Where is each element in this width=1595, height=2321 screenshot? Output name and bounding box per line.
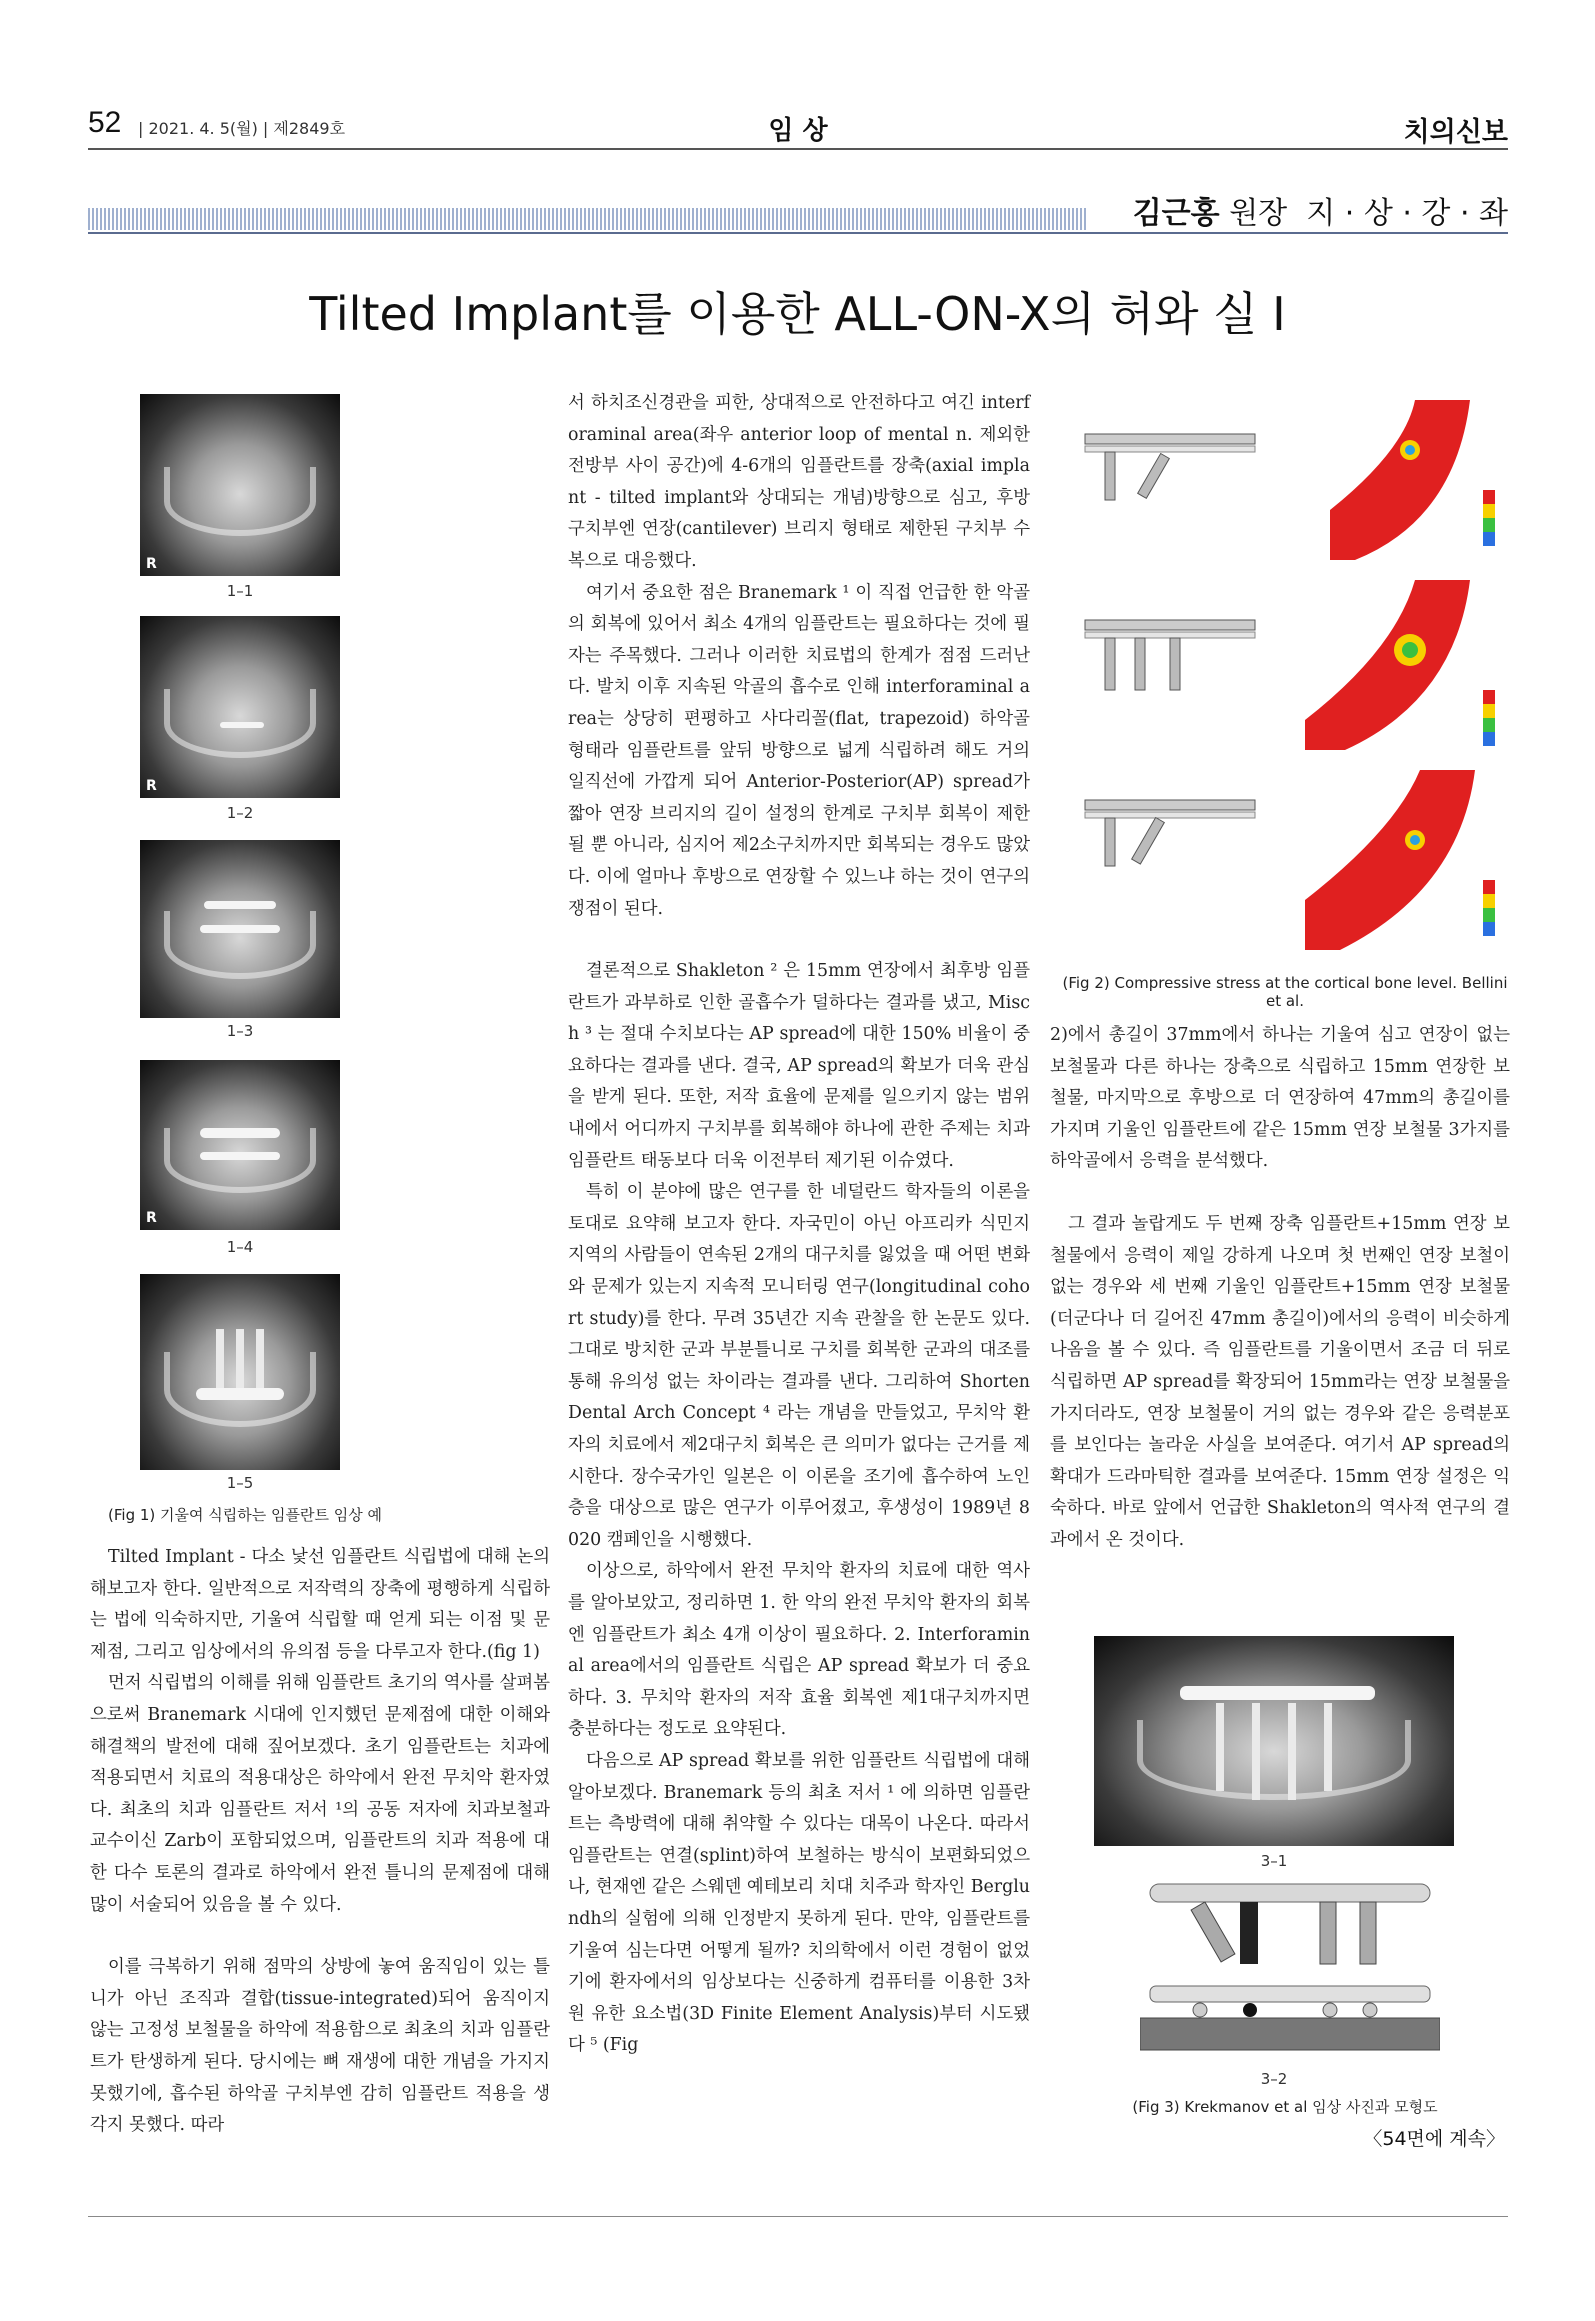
xray-image-1-1 — [140, 394, 340, 576]
r-marker: R — [146, 1210, 157, 1226]
xray-image-3-1 — [1094, 1636, 1454, 1846]
paragraph: 여기서 중요한 점은 Branemark ¹ 이 직접 언급한 한 악골의 회복에 있어서 최소 4개의 임플란트는 필요하다는 것에 필자는 주목했다. 그러나 이러한 치료법의 한계가 점점 드러난다. 발치 이후 지속된 악골의 흡수로 인해 interforaminal area는 상당히 편평하고 사다리꼴(flat, trapezoid) 하악골 형태라 임플란트를 앞뒤 방향으로 넓게 식립하려 해도 거의 일직선에 가깝게 되어 Anterior-Posterior(AP) spread가 짧아 연장 브리지의 길이 설정의 한계로 구치부 회복이 제한될 뿐 아니라, 심지어 제2소구치까지만 회복되는 경우도 많았다. 이에 얼마나 후방으로 연장할 수 있느냐 하는 것이 연구의 쟁점이 된다. — [568, 582, 1030, 919]
fig3-caption-visible: (Fig 3) Krekmanov et al 임상 사진과 모형도 — [1132, 2098, 1438, 2116]
paragraph: 다음으로 AP spread 확보를 위한 임플란트 식립법에 대해 알아보겠다. Branemark 등의 최초 저서 ¹ 에 의하면 임플란트는 측방력에 대해 취약할 수 있다는 대목이 나온다. 따라서 임플란트는 연결(splint)하여 보철하는 방식이 보편화되었으나, 현재엔 같은 스웨덴 예테보리 치대 치주과 학자인 Berglundh의 실험에 의해 인정받지 못하게 된다. 만약, 임플란트를 기울여 심는다면 어떻게 될까? 치의학에서 이런 경험이 없었기에 환자에서의 임상보다는 신중하게 컴퓨터를 이용한 3차원 유한 요소법(3D Finite Element Analysis)부터 시도됐다 ⁵ (Fig — [568, 1750, 1030, 2056]
fig-label-3-2: 3–2 — [1260, 2070, 1288, 2088]
page-number: 52 — [88, 106, 122, 139]
body-column-2 — [568, 388, 1030, 2062]
paragraph: 2)에서 총길이 37mm에서 하나는 기울여 심고 연장이 없는 보철물과 다른 하나는 장축으로 식립하고 15mm 연장한 보철물, 마지막으로 후방으로 더 연장하여 47mm의 총길이를 가지며 기울인 임플란트에 같은 15mm 연장 보철물 3가지를 하악골에서 응력을 분석했다. — [1050, 1025, 1510, 1172]
header-divider — [88, 148, 1508, 150]
section-name: 임 상 — [768, 116, 828, 146]
xray-image-1-2 — [140, 616, 340, 798]
r-marker: R — [146, 556, 157, 572]
paragraph: 서 하치조신경관을 피한, 상대적으로 안전하다고 여긴 interforaminal area(좌우 anterior loop of mental n. 제외한 전방부 사이 공간)에 4-6개의 임플란트를 장축(axial implant - tilted implant와 상대되는 개념)방향으로 심고, 후방 구치부엔 연장(cantilever) 브리지 형태로 제한된 구치부 수복으로 대응했다. — [568, 393, 1030, 571]
body-column-1 — [90, 1542, 550, 2142]
page-header — [88, 106, 1508, 148]
fea-row-1 — [1085, 400, 1495, 560]
paragraph: 먼저 식립법의 이해를 위해 임플란트 초기의 역사를 살펴봄으로써 Branemark 시대에 인지했던 문제점에 대한 이해와 해결책의 발전에 대해 짚어보겠다. 초기 임플란트는 치과에 적용되면서 치료의 적용대상은 하악에서 완전 무치악 환자였다. 최초의 치과 임플란트 저서 ¹의 공동 저자에 치과보철과 교수이신 Zarb이 포함되었으며, 임플란트의 치과 적용에 대한 다수 토론의 결과로 하악에서 완전 틀니의 문제점에 대해 많이 서술되어 있음을 볼 수 있다. — [90, 1673, 550, 1915]
xray-image-1-4 — [140, 1060, 340, 1230]
body-column-3 — [1050, 1020, 1510, 1557]
paragraph: 결론적으로 Shakleton ² 은 15mm 연장에서 최후방 임플란트가 과부하로 인한 골흡수가 덜하다는 결과를 냈고, Misch ³ 는 절대 수치보다는 AP spread에 대한 150% 비율이 중요하다는 결과를 낸다. 결국, AP spread의 확보가 더욱 관심을 받게 된다. 또한, 저작 효율에 문제를 일으키지 않는 범위 내에서 어디까지 구치부를 회복해야 하나에 관한 주제는 치과 임플란트 태동보다 더욱 이전부터 제기된 이슈였다. — [568, 961, 1030, 1171]
paragraph: 특히 이 분야에 많은 연구를 한 네덜란드 학자들의 이론을 토대로 요약해 보고자 한다. 자국민이 아닌 아프리카 식민지 지역의 사람들이 연속된 2개의 대구치를 잃었을 때 어떤 변화와 문제가 있는지 지속적 모니터링 연구(longitudinal cohort study)를 한다. 무려 35년간 지속 관찰을 한 논문도 있다. 그대로 방치한 군과 부분틀니로 구치를 회복한 군과의 대조를 통해 유의성 없는 차이라는 결과를 낸다. 그리하여 Shorten Dental Arch Concept ⁴ 라는 개념을 만들었고, 무치악 환자의 치료에서 제2대구치 회복은 큰 의미가 없다는 근거를 제시한다. 장수국가인 일본은 이 이론을 조기에 흡수하여 노인층을 대상으로 많은 연구가 이루어졌고, 후생성이 1989년 8020 캠페인을 시행했다. — [568, 1182, 1030, 1550]
fig-label-1-3: 1–3 — [226, 1022, 254, 1040]
fig-label-1-1: 1–1 — [226, 582, 254, 600]
fig-label-1-5: 1–5 — [226, 1474, 254, 1492]
paragraph: 이를 극복하기 위해 점막의 상방에 놓여 움직임이 있는 틀니가 아닌 조직과 결합(tissue-integrated)되어 움직이지 않는 고정성 보철물을 하악에 적용함으로 최초의 치과 임플란트가 탄생하게 된다. 당시에는 뼈 재생에 대한 개념을 가지지 못했기에, 흡수된 하악골 구치부엔 감히 임플란트 적용을 생각지 못했다. 따라 — [90, 1957, 550, 2136]
fea-row-3 — [1085, 770, 1495, 950]
series-heading — [88, 188, 1508, 232]
decorative-stripes — [88, 208, 1088, 230]
implant-model-diagram — [1140, 1876, 1440, 2066]
continued-note: 〈54면에 계속〉 — [1363, 2128, 1505, 2150]
author-name: 김근홍 — [1132, 196, 1220, 231]
xray-image-1-5 — [140, 1274, 340, 1470]
newspaper-name: 치의신보 — [1403, 117, 1508, 148]
fig2-caption: (Fig 2) Compressive stress at the cortical bone level. Bellini et al. — [1062, 974, 1508, 1010]
xray-image-1-3 — [140, 840, 340, 1018]
paragraph: 그 결과 놀랍게도 두 번째 장축 임플란트+15mm 연장 보철물에서 응력이 제일 강하게 나오며 첫 번째인 연장 보철이 없는 경우와 세 번째 기울인 임플란트+15mm 연장 보철물(더군다나 더 길어진 47mm 총길이)에서의 응력이 비슷하게 나옴을 볼 수 있다. 즉 임플란트를 기울이면서 조금 더 뒤로 식립하면 AP spread를 확장되어 15mm라는 연장 보철물을 가지더라도, 연장 보철물이 거의 없는 경우와 같은 응력분포를 보인다는 놀라운 사실을 보여준다. 여기서 AP spread의 확대가 드라마틱한 결과를 보여준다. 15mm 연장 설정은 익숙하다. 바로 앞에서 언급한 Shakleton의 역사적 연구의 결과에서 온 것이다. — [1050, 1213, 1510, 1550]
bottom-divider — [88, 2216, 1508, 2217]
paragraph: 이상으로, 하악에서 완전 무치악 환자의 치료에 대한 역사를 알아보았고, 정리하면 1. 한 악의 완전 무치악 환자의 회복엔 임플란트가 최소 4개 이상이 필요하다. 2. Interforaminal area에서의 임플란트 식립은 AP spread 확보가 더 중요하다. 3. 무치악 환자의 저작 효율 회복엔 제1대구치까지면 충분하다는 정도로 요약된다. — [568, 1561, 1030, 1740]
fea-row-2 — [1085, 580, 1495, 750]
fig-label-3-1: 3–1 — [1260, 1852, 1288, 1870]
fig1-caption: (Fig 1) 기울여 식립하는 임플란트 임상 예 — [108, 1506, 382, 1524]
issue-date: | 2021. 4. 5(월) | 제2849호 — [138, 119, 346, 138]
author-title: 원장 — [1229, 196, 1288, 231]
fig-label-1-2: 1–2 — [226, 804, 254, 822]
paragraph: Tilted Implant - 다소 낯선 임플란트 식립법에 대해 논의해보고자 한다. 일반적으로 저작력의 장축에 평행하게 식립하는 법에 익숙하지만, 기울여 식립할 때 얻게 되는 이점 및 문제점, 그리고 임상에서의 유의점 등을 다루고자 한다.(fig 1) — [90, 1547, 550, 1662]
fig-label-1-4: 1–4 — [226, 1238, 254, 1256]
series-divider — [88, 232, 1508, 234]
fea-diagram-figure — [1075, 390, 1505, 980]
r-marker: R — [146, 778, 157, 794]
article-title: Tilted Implant를 이용한 ALL-ON-X의 허와 실 I — [309, 287, 1286, 341]
author-line — [1133, 188, 1508, 232]
column-name: 지 · 상 · 강 · 좌 — [1306, 196, 1508, 231]
